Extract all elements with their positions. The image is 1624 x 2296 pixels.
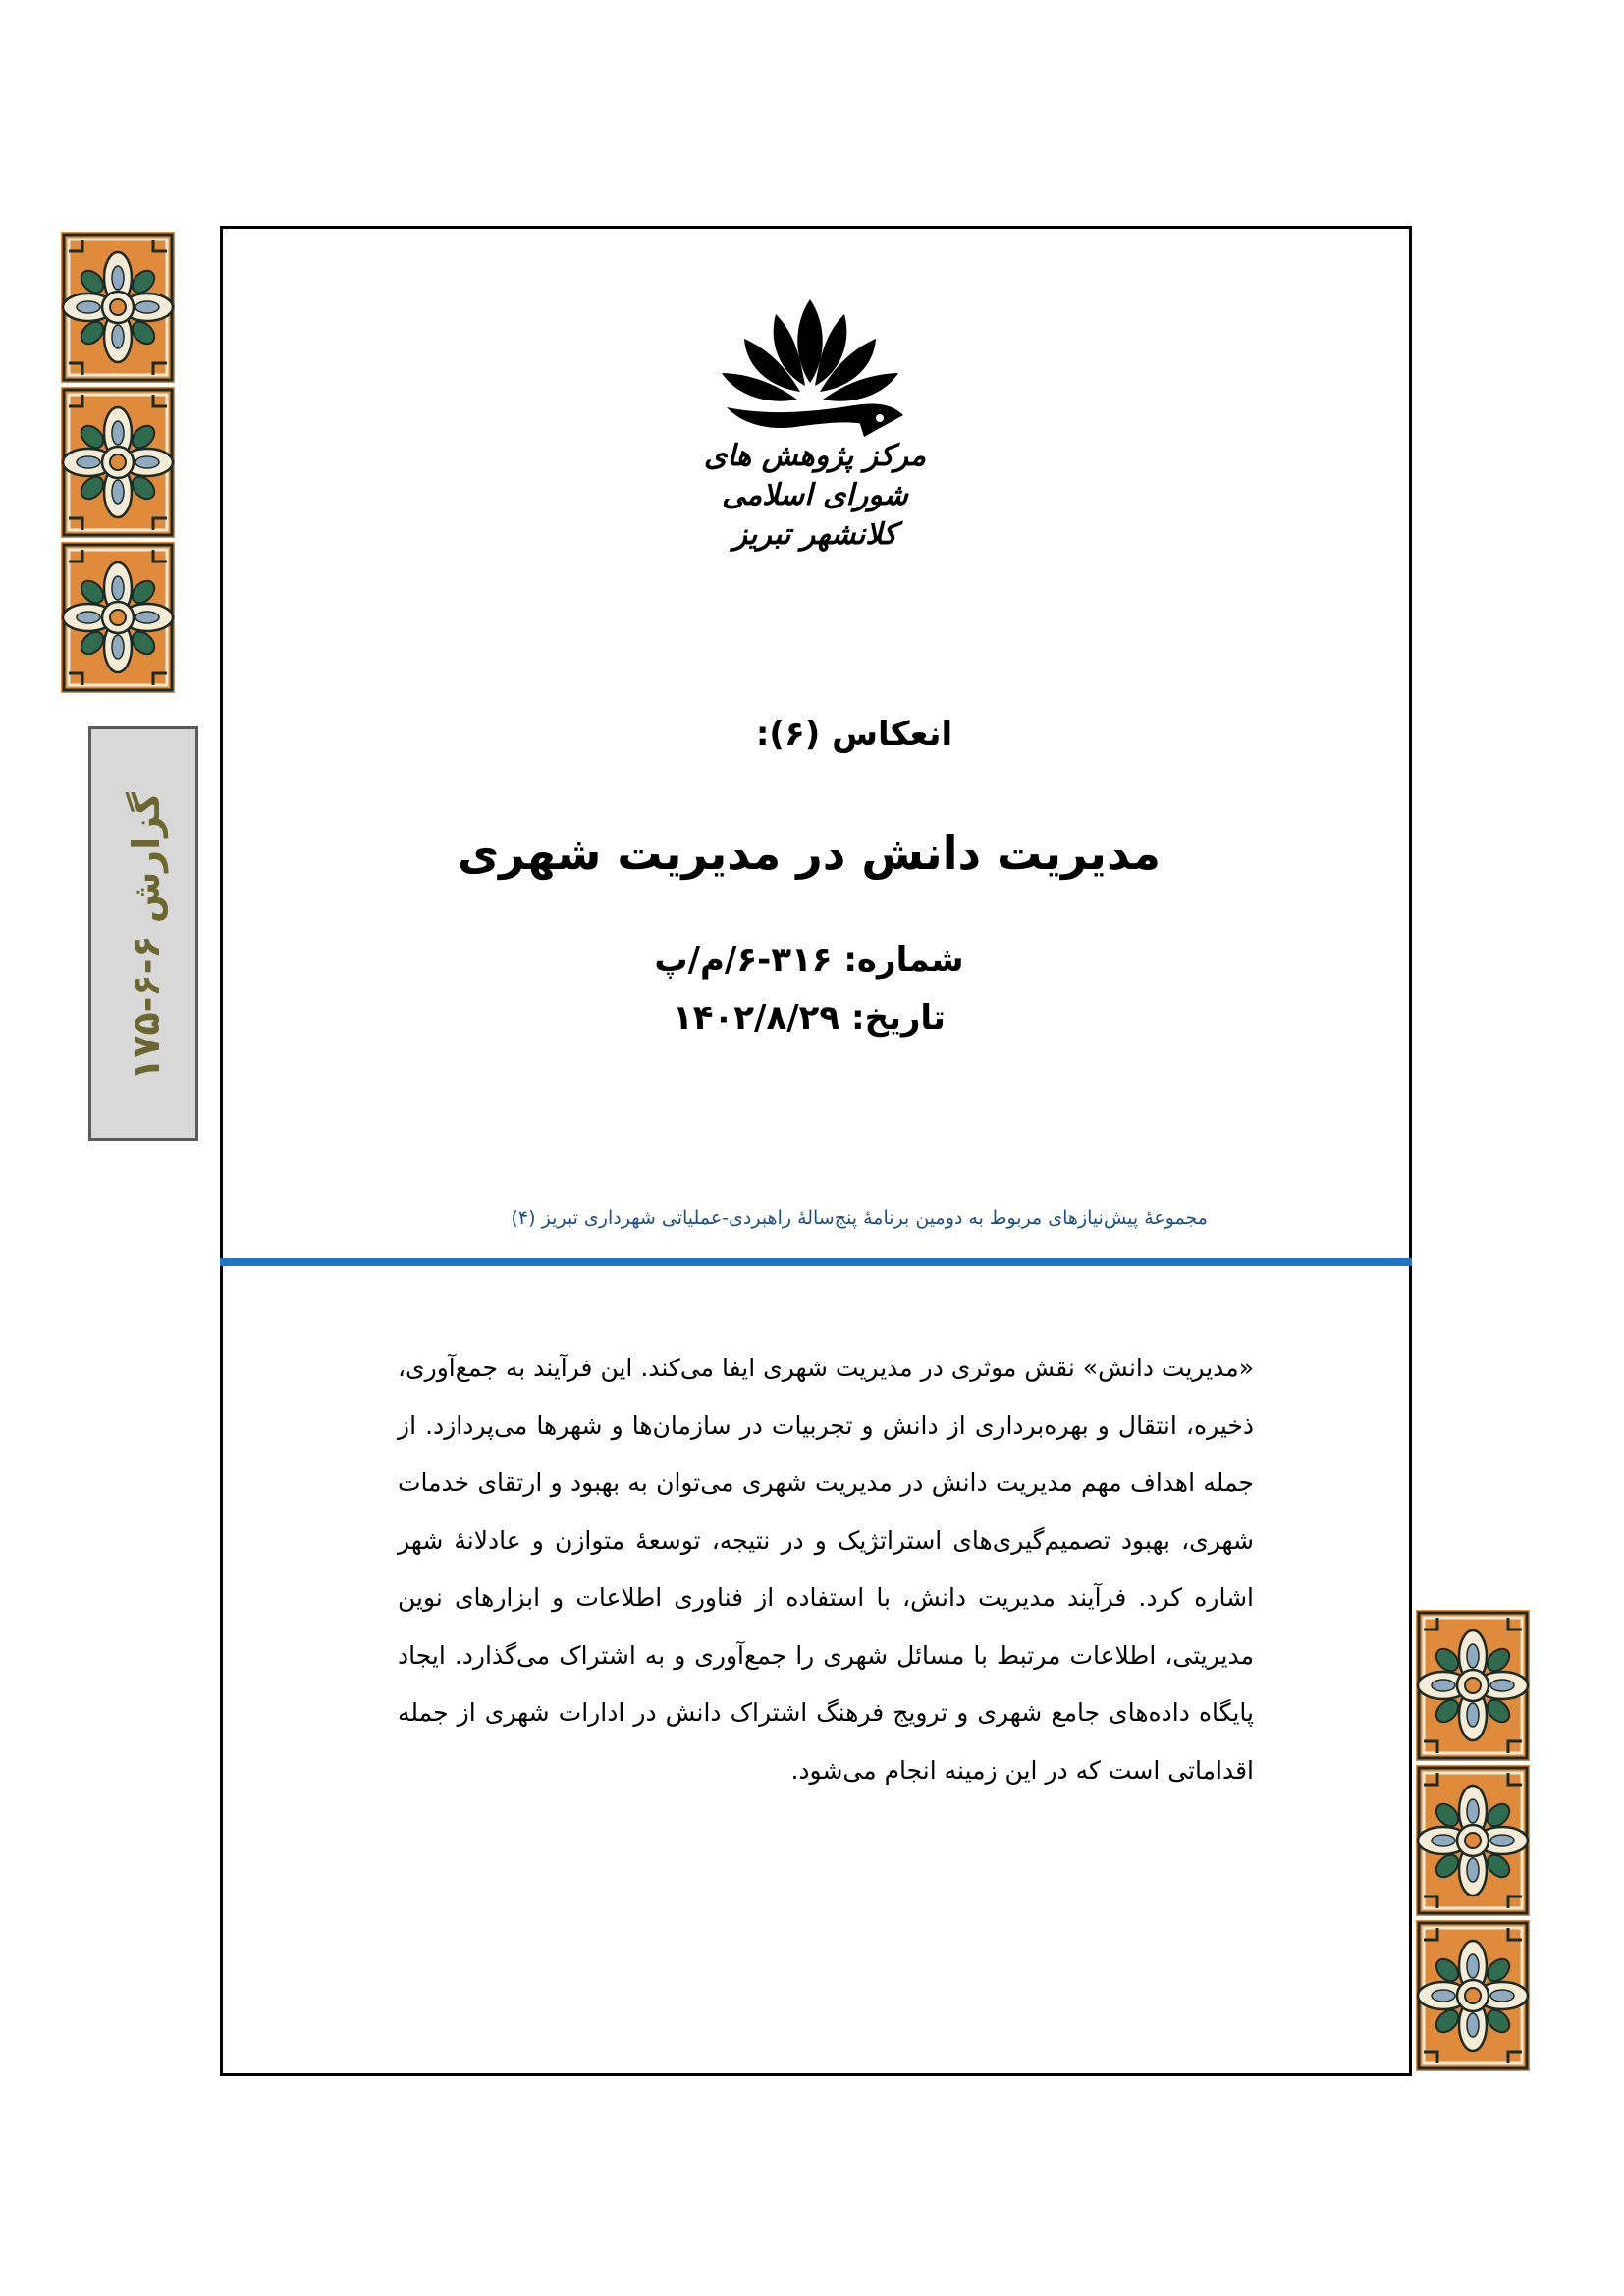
collection-note: مجموعهٔ پیش‌نیازهای مربوط به دومین برنامهٔ پنج‌سالهٔ راهبردی-عملیاتی شهرداری تبریز (۴) <box>511 1207 1208 1229</box>
ornament-tile-right-2 <box>1416 1765 1530 1916</box>
logo-org-line2: کلانشهر تبریز <box>732 517 897 552</box>
ornament-tile-left-2 <box>61 387 175 538</box>
ornament-tile-left-3 <box>61 542 175 693</box>
report-code-side-label <box>88 726 198 1141</box>
ornament-tile-right-1 <box>1416 1610 1530 1761</box>
report-series-label: انعکاس (۶): <box>755 715 953 754</box>
ornament-tile-right-3 <box>1416 1920 1530 2071</box>
logo-org-name <box>687 437 943 555</box>
abstract-paragraph: «مدیریت دانش» نقش موثری در مدیریت شهری ایفا می‌کند. این فرآیند به جمع‌آوری، ذخیره، انتقال و بهره‌برداری از دانش و تجربیات در سازمان‌ها و شهرها می‌پردازد. از جمله اهداف مهم مدیریت دانش در مدیریت شهری می‌توان به بهبود و ارتقای خدمات شهری، بهبود تصمیم‌گیری‌های استراتژیک و در نتیجه، توسعهٔ متوازن و عادلانهٔ شهر اشاره کرد. فرآیند مدیریت دانش، با استفاده از فناوری اطلاعات و ابزارهای نوین مدیریتی، اطلاعات مرتبط با مسائل شهری را جمع‌آوری و به اشتراک می‌گذارد. ایجاد پایگاه داده‌های جامع شهری و ترویج فرهنگ اشتراک دانش در ادارات شهری از جمله اقداماتی است که در این زمینه انجام می‌شود. <box>397 1354 1254 1785</box>
report-number: شماره: ۳۱۶-۶/م/پ <box>654 940 964 980</box>
report-title: مدیریت دانش در مدیریت شهری <box>457 827 1161 880</box>
logo-org-line1: مرکز پژوهش های شورای اسلامی <box>703 439 927 512</box>
section-divider <box>220 1258 1412 1266</box>
report-date: تاریخ: ۱۴۰۲/۸/۲۹ <box>673 998 946 1038</box>
ornament-tile-left-1 <box>61 232 175 383</box>
report-code-text: گزارش ۶-۶-۱۷۵ <box>125 792 168 1081</box>
